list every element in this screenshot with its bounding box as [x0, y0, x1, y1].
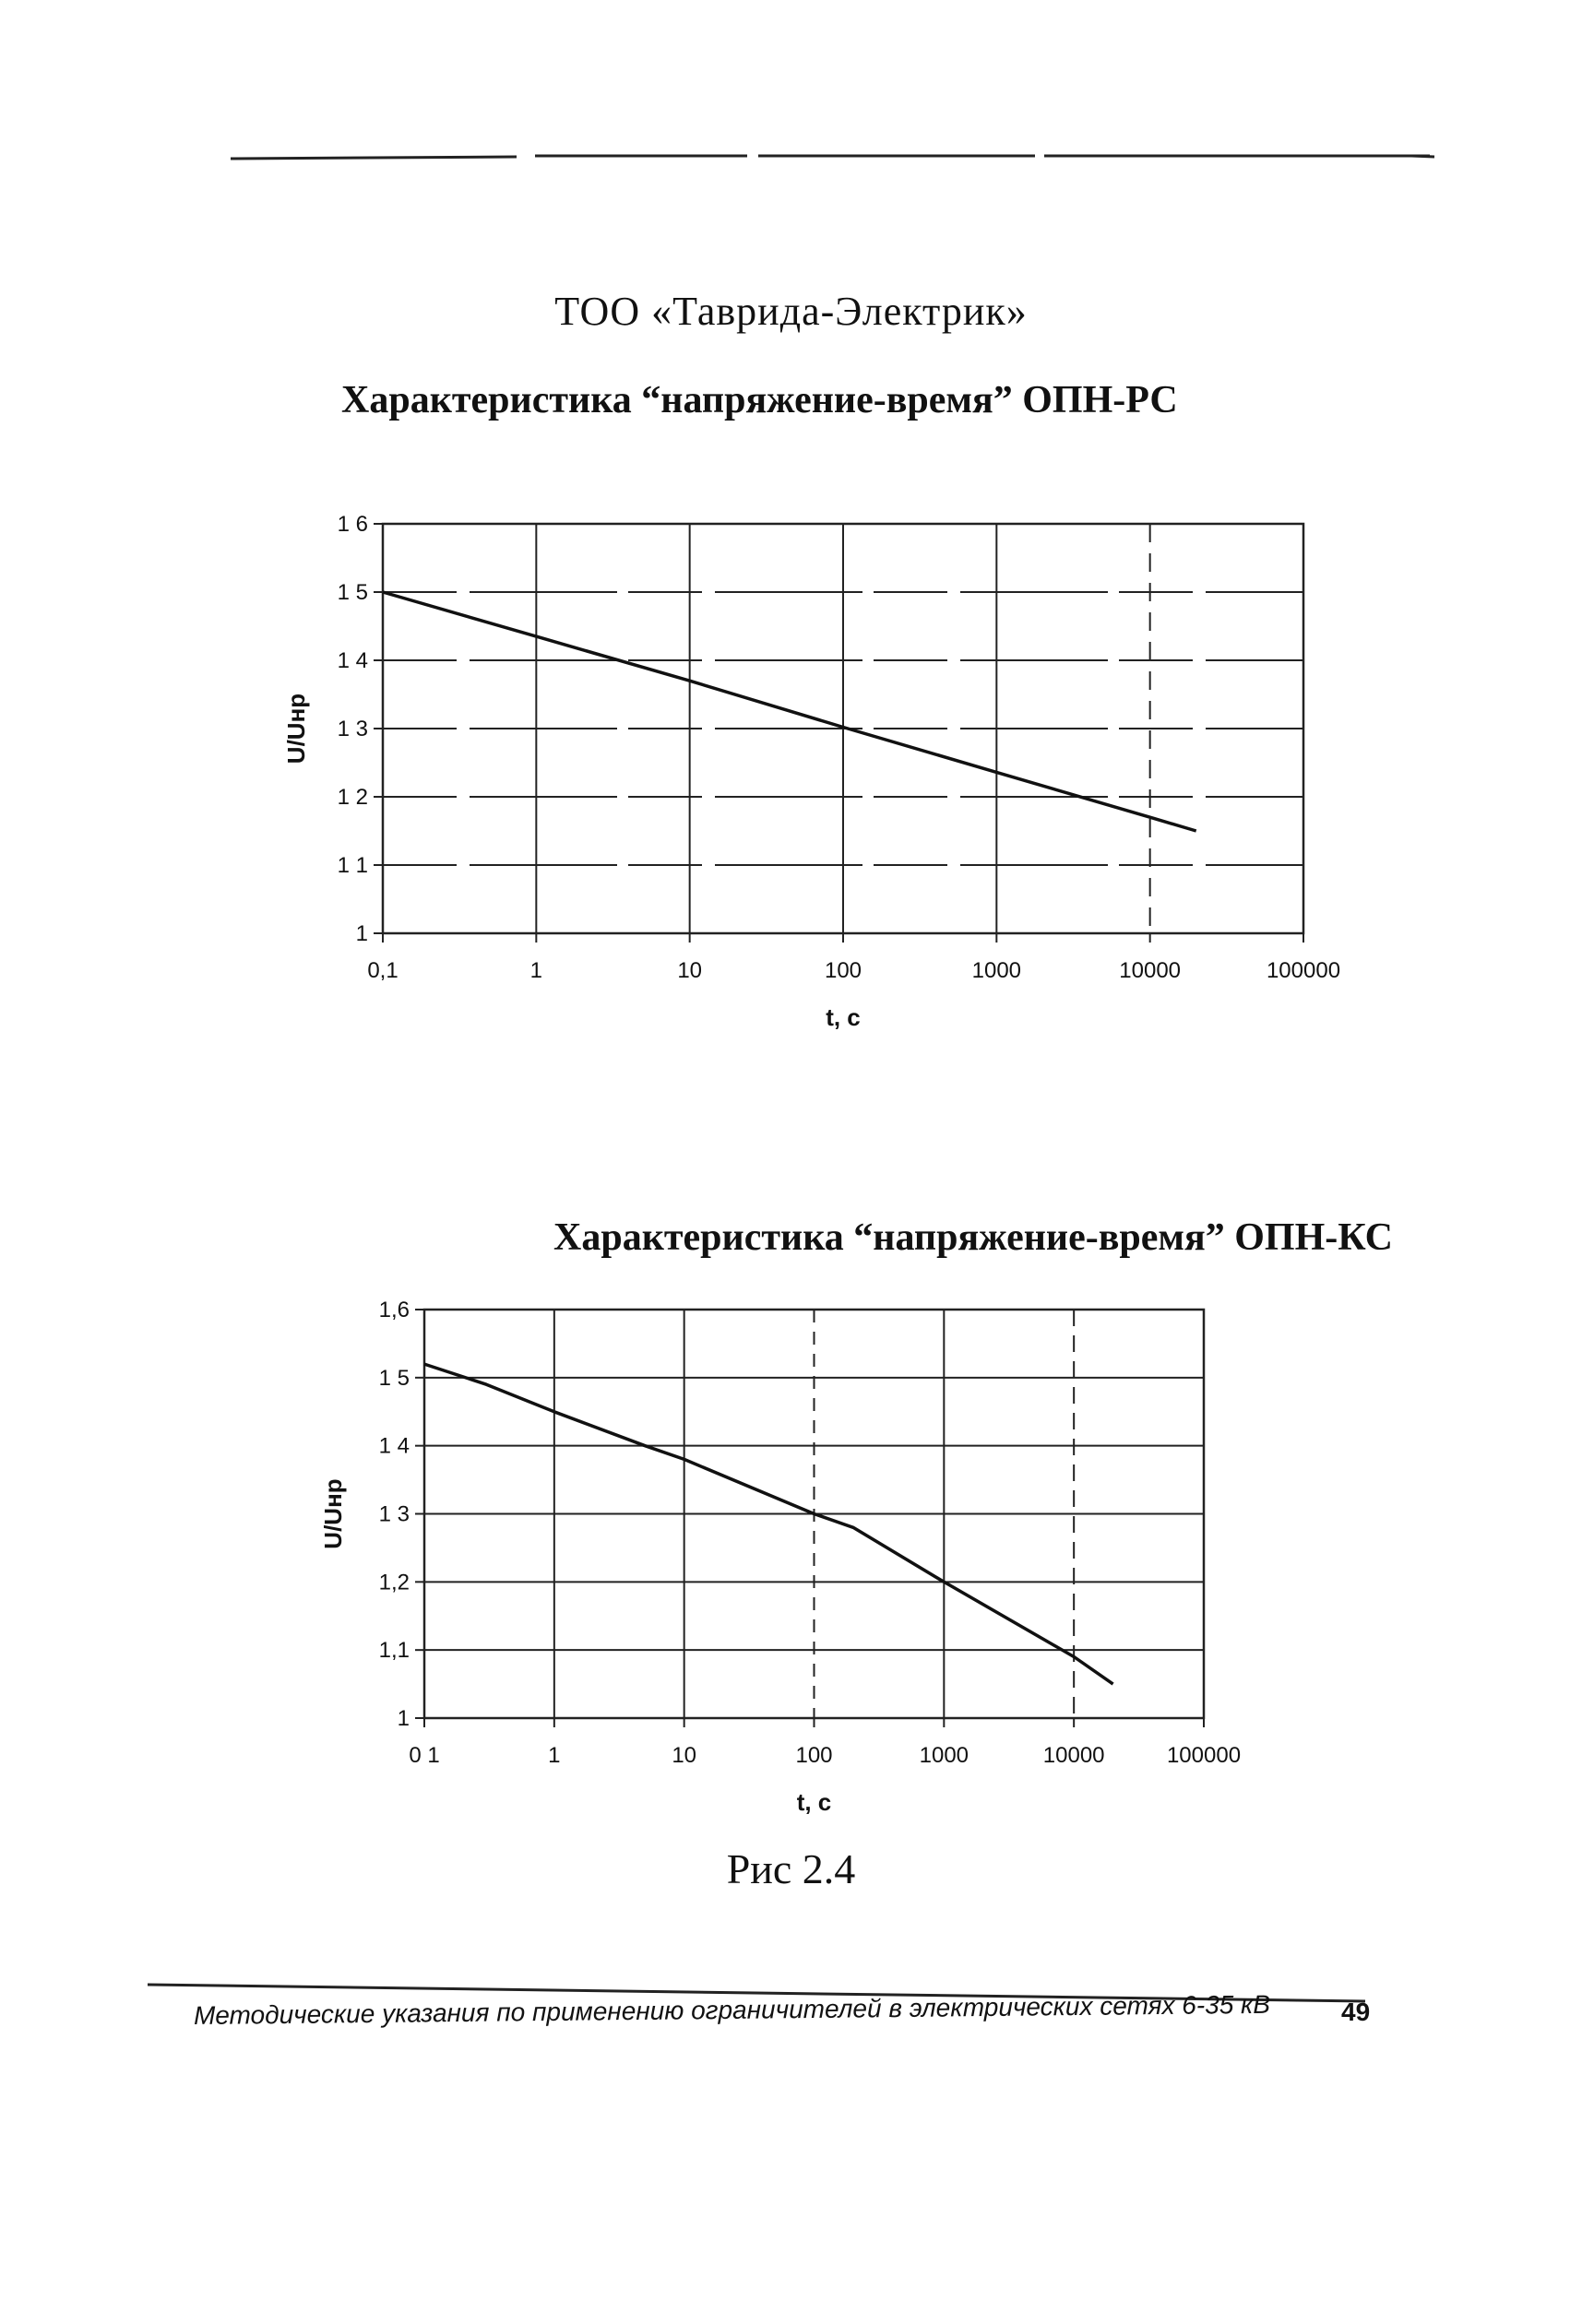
- chart1-y-tick-label: 1 3: [337, 717, 368, 741]
- footer-text: Методические указания по применению ограничителей в электрических сетях 6-35 кВ: [193, 1989, 1271, 2030]
- chart1-x-axis-label: t, c: [826, 1003, 861, 1031]
- chart2-y-tick-label: 1 3: [378, 1501, 410, 1527]
- chart1-x-tick-label: 10000: [1119, 958, 1182, 983]
- chart2-plot-area: [424, 1364, 1113, 1684]
- chart2-ticks: [379, 1298, 1241, 1768]
- chart2-y-tick-label: 1,2: [378, 1570, 410, 1595]
- chart1-y-tick-label: 1 5: [337, 580, 368, 605]
- chart-opn-ks: [314, 1286, 1328, 1821]
- chart1-plot-area: [383, 592, 1196, 831]
- chart1-x-tick-label: 1: [529, 958, 543, 983]
- chart1-y-tick-label: 1 2: [337, 785, 368, 810]
- chart1-x-tick-label: 100: [824, 958, 862, 983]
- chart2-x-tick-label: 1: [548, 1743, 561, 1768]
- top-rule-right: [1199, 148, 1439, 166]
- page-number: 49: [1341, 1998, 1371, 2026]
- chart2-title: Характеристика “напряжение-время” ОПН-КС: [553, 1216, 1393, 1259]
- chart2-x-tick-label: 10: [672, 1743, 697, 1768]
- chart1-y-tick-label: 1: [355, 921, 368, 946]
- chart2-x-tick-label: 0 1: [409, 1743, 440, 1768]
- chart2-x-tick-label: 10000: [1042, 1743, 1105, 1768]
- chart2-x-tick-label: 1000: [919, 1743, 969, 1768]
- chart2-x-tick-label: 100000: [1166, 1743, 1242, 1768]
- chart1-y-tick-label: 1 6: [337, 512, 368, 537]
- chart1-x-tick-label: 0,1: [367, 958, 398, 983]
- chart2-y-tick-label: 1 5: [378, 1365, 410, 1391]
- chart2-y-tick-label: 1,6: [378, 1298, 410, 1322]
- organization-name: ТОО «Таврида-Электрик»: [554, 289, 1028, 334]
- chart1-x-tick-label: 1000: [971, 958, 1022, 983]
- chart1-y-tick-label: 1 4: [337, 648, 368, 673]
- chart2-x-axis-label: t, c: [796, 1788, 832, 1816]
- chart1-x-tick-label: 100000: [1266, 958, 1341, 983]
- chart2-y-tick-label: 1: [397, 1706, 410, 1731]
- chart1-title: Характеристика “напряжение-время” ОПН-РС: [341, 379, 1178, 421]
- chart-opn-rs: [277, 503, 1384, 1038]
- chart1-y-axis-label: U/Uнр: [282, 693, 310, 765]
- chart1-ticks: [338, 512, 1340, 983]
- chart1-series-line: [383, 592, 1196, 831]
- figure-caption: Рис 2.4: [726, 1845, 856, 1892]
- chart2-series-line: [424, 1364, 1113, 1684]
- chart2-y-axis-label: U/Uнр: [319, 1478, 347, 1549]
- chart1-x-tick-label: 10: [677, 958, 703, 983]
- chart2-x-tick-label: 100: [795, 1743, 833, 1768]
- chart1-y-tick-label: 1 1: [337, 853, 368, 878]
- chart2-y-tick-label: 1 4: [378, 1433, 410, 1459]
- chart2-y-tick-label: 1,1: [378, 1638, 410, 1664]
